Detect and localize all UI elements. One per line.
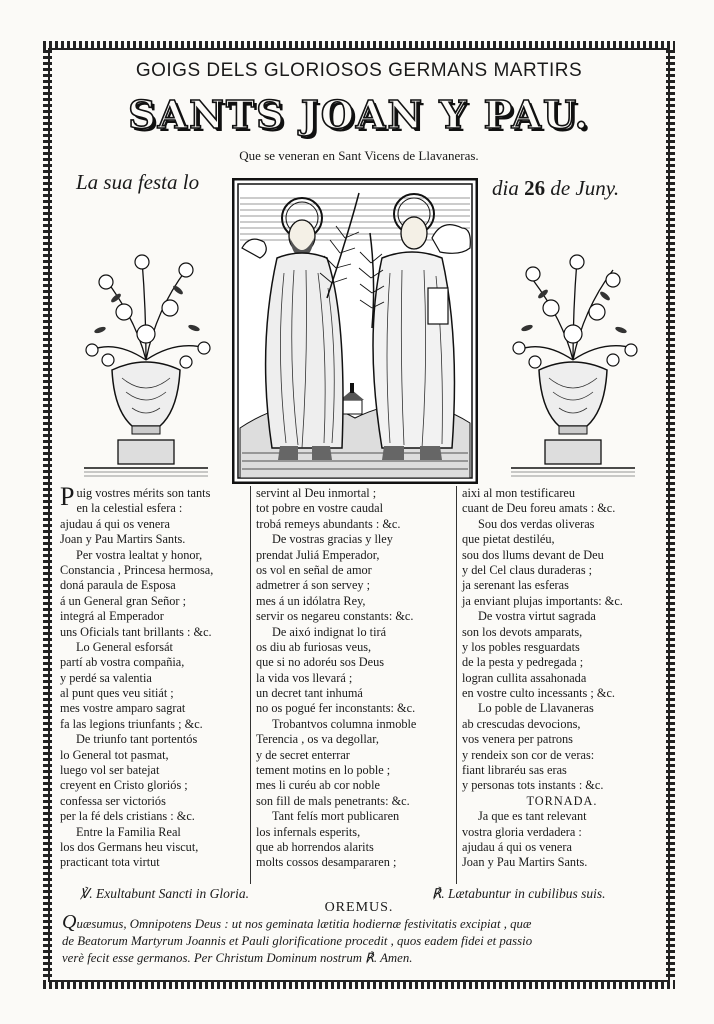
verse-line: y del Cel claus duraderas ;: [462, 562, 593, 577]
flower-vase-left-image: [78, 250, 214, 480]
verse-line: no os pogué fer inconstants: &c.: [256, 701, 416, 716]
verse-line: y perdé sa valentia: [60, 670, 152, 685]
verse-line: que pietat destiléu,: [462, 532, 555, 547]
title-line-1: GOIGS DELS GLORIOSOS GERMANS MARTIRS: [135, 60, 583, 81]
verse-line: aixi al mon testificareu: [462, 486, 576, 500]
verse-line: Sou dos verdas oliveras: [478, 516, 595, 531]
verse-line: un decret tant inhumá: [256, 686, 363, 701]
verse-line: mes vostre amparo sagrat: [60, 701, 186, 716]
verse-line: De vostras gracias y lley: [272, 532, 393, 547]
verse-line: tement motins en lo poble ;: [256, 763, 391, 778]
verse-line: al punt ques veu sitiát ;: [60, 686, 174, 701]
verse-column-2: [250, 486, 458, 884]
verse-line: que si no adoréu sos Deus: [256, 655, 385, 670]
verse-line: De aixó indignat lo tirá: [272, 624, 387, 639]
verse-line: mes á un idólatra Rey,: [256, 593, 366, 608]
verse-line: de la pesta y pedregada ;: [462, 655, 584, 670]
verse-line: os vol en señal de amor: [256, 562, 372, 577]
verse-line: son los devots amparats,: [462, 624, 583, 639]
verse-line: Lo poble de Llavaneras: [478, 701, 594, 716]
verse-line: lo General tot pasmat,: [60, 747, 169, 762]
verse-column-3: [456, 486, 662, 884]
verse-line: luego vol ser batejat: [60, 763, 160, 778]
prayer-text: [62, 911, 662, 967]
verse-line: Entre la Familia Real: [76, 824, 181, 839]
verse-line: en la celestial esfera :: [76, 501, 183, 516]
verse-columns: [58, 482, 658, 882]
feast-right-post: de Juny.: [550, 176, 620, 200]
verse-line: Lo General esforsát: [76, 639, 173, 654]
verse-line: confessa ser victoriós: [60, 793, 166, 808]
verse-line: prendat Juliá Emperador,: [256, 547, 380, 562]
verse-line: Ja que es tant relevant: [478, 809, 587, 824]
verse-line: vos venera per patrons: [462, 732, 573, 747]
prayer-text-1: uæsumus, Omnipotens Deus : ut nos geminata lætitia hodiernæ festivitatis excipiat , quæ: [76, 917, 532, 931]
verse-line: son fill de mals penetrants: &c.: [256, 793, 410, 808]
verse-line: trobá remeys abundants : &c.: [256, 516, 401, 531]
verse-line: tot pobre en vostre caudal: [256, 501, 384, 516]
verse-line: admetrer á son servey ;: [256, 578, 371, 593]
verse-line: molts cossos desampararen ;: [256, 855, 397, 870]
verse-line: ja enviant plujas importants: &c.: [462, 593, 623, 608]
verse-line: Joan y Pau Martirs Sants.: [60, 532, 186, 547]
oremus-heading: OREMUS.: [324, 900, 394, 915]
verse-line: que ab horrendos alarits: [256, 839, 374, 854]
verse-line: logran cullita assahonada: [462, 670, 587, 685]
verse-line: cuant de Deu foreu amats : &c.: [462, 501, 616, 516]
verse-line: os diu ab furiosas veus,: [256, 639, 372, 654]
feast-right-pre: dia: [492, 176, 519, 200]
verse-line: Tant felís mort publicaren: [272, 809, 400, 824]
verse-line: Trobantvos columna inmoble: [272, 716, 417, 731]
verse-line: servir os negareu constants: &c.: [256, 609, 414, 624]
flower-vase-right-image: [505, 250, 641, 480]
verse-line: ajudau á qui os venera: [60, 516, 170, 531]
prayer-line-2: de Beatorum Martyrum Joannis et Pauli glorificatione procedit , quos eadem fidei et passio: [62, 934, 533, 948]
verse-line: ab crescudas devocions,: [462, 716, 581, 731]
verse-column-1: [60, 482, 248, 871]
verse-line: Constancia , Princesa hermosa,: [60, 562, 214, 577]
verse-line: la vida vos llevará ;: [256, 670, 353, 685]
verse-line: y personas tots instants : &c.: [462, 778, 604, 793]
verse-line: fa las legions triunfants ; &c.: [60, 716, 203, 731]
response: ℟. Lætabuntur in cubilibus suis.: [432, 886, 606, 901]
saints-woodcut-image: [232, 178, 478, 484]
verse-line: á un General gran Señor ;: [60, 593, 186, 608]
verse-line: servint al Deu inmortal ;: [256, 486, 377, 500]
verse-line: en vostre culto incessants ; &c.: [462, 686, 615, 701]
verse-line: fiant libraréu sas eras: [462, 763, 567, 778]
tornada-heading: TORNADA.: [526, 793, 598, 808]
prayer-line-1: [62, 911, 662, 933]
verse-line: y de secret enterrar: [256, 747, 350, 762]
verse-line: vostra gloria verdadera :: [462, 824, 582, 839]
feast-right: [492, 176, 619, 201]
verse-line: ja serenant las esferas: [462, 578, 569, 593]
verse-line: los dos Germans heu viscut,: [60, 839, 199, 854]
title-line-2: SANTS JOAN Y PAU.: [128, 92, 590, 137]
verse-line: y rendeix son cor de veras:: [462, 747, 595, 762]
verse-line: uig vostres mérits son tants: [76, 486, 211, 500]
versicle: ℣. Exultabunt Sancti in Gloria.: [80, 886, 249, 901]
feast-left: La sua festa lo: [76, 170, 200, 194]
verse-line: Per vostra lealtat y honor,: [76, 547, 203, 562]
verse-line: uns Oficials tant brillants : &c.: [60, 624, 212, 639]
verse-line: ajudau á qui os venera: [462, 839, 572, 854]
verse-line: De triunfo tant portentós: [76, 732, 198, 747]
verse-line: De vostra virtut sagrada: [478, 609, 596, 624]
prayer-initial: Q: [62, 911, 77, 933]
verse-line: integrá al Emperador: [60, 609, 164, 624]
verse-line: los infernals esperits,: [256, 824, 361, 839]
feast-day: 26: [524, 176, 546, 200]
verse-line: Joan y Pau Martirs Sants.: [462, 855, 588, 870]
dropcap: P: [60, 482, 75, 511]
verse-line: doná paraula de Esposa: [60, 578, 176, 593]
verse-line: creyent en Cristo gloriós ;: [60, 778, 188, 793]
prayer-line-3: verè fecit esse germanos. Per Christum Dominum nostrum ℟. Amen.: [62, 951, 413, 965]
verse-line: per la fé dels cristians : &c.: [60, 809, 195, 824]
verse-line: mes li curéu ab cor noble: [256, 778, 380, 793]
subtitle: Que se veneran en Sant Vicens de Llavaneras.: [239, 148, 479, 163]
verse-line: Terencia , os va degollar,: [256, 732, 379, 747]
verse-line: sou dos llums devant de Deu: [462, 547, 604, 562]
verse-line: partí ab vostra compañia,: [60, 655, 185, 670]
verse-line: practicant tota virtut: [60, 855, 160, 870]
verse-line: y los pobles resguardats: [462, 639, 580, 654]
